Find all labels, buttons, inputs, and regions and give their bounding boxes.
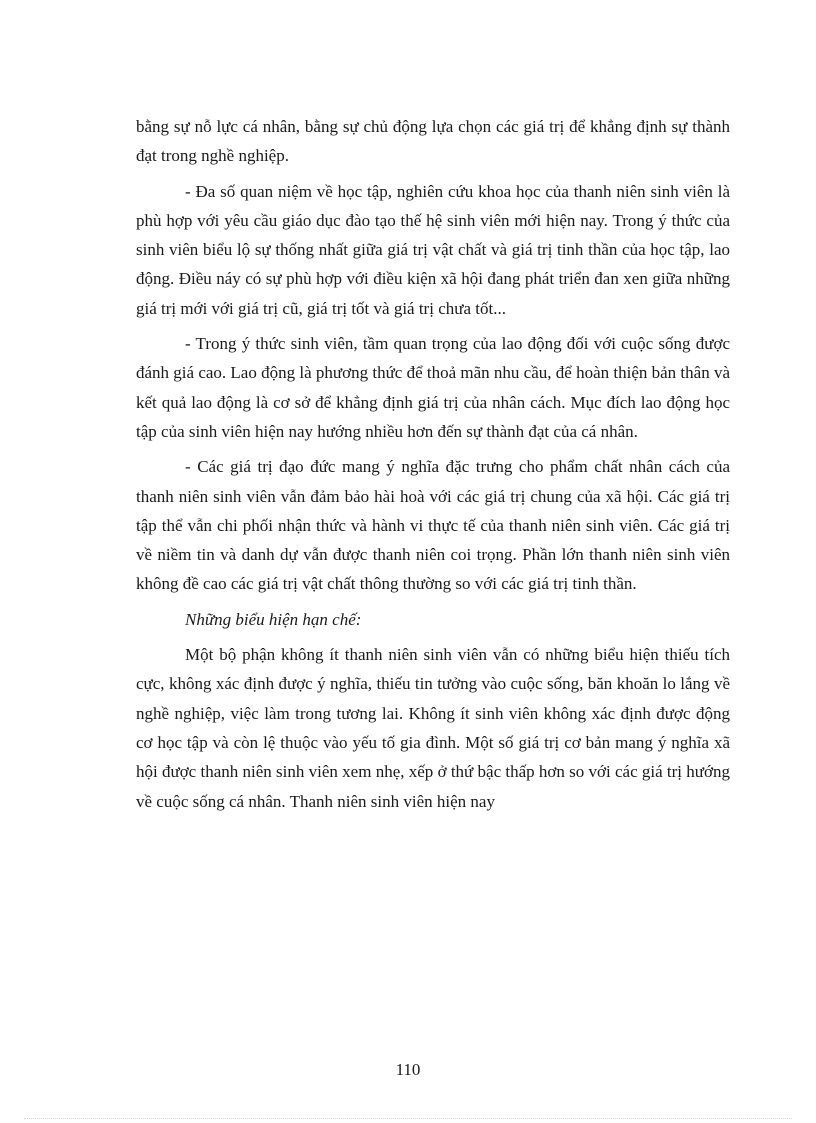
page-number: 110 [395, 1060, 421, 1079]
paragraph-moral-values: - Các giá trị đạo đức mang ý nghĩa đặc trưng cho phẩm chất nhân cách của thanh niên sinh viên vẫn đảm bảo hài hoà với các giá trị chung của xã hội. Các giá trị tập thể vẫn chi phối nhận thức và hành vi thực tế của thanh niên sinh viên. Các giá trị về niềm tin và danh dự vẫn được thanh niên coi trọng. Phần lớn thanh niên sinh viên không đề cao các giá trị vật chất thông thường so với các giá trị tinh thần. [136, 457, 730, 594]
section-heading-limitations: Những biểu hiện hạn chế: [185, 609, 362, 629]
paragraph-continuation: bằng sự nỗ lực cá nhân, bằng sự chủ động lựa chọn các giá trị để khẳng định sự thành đạt trong nghề nghiệp. [136, 117, 730, 166]
paragraph-labor-importance: - Trong ý thức sinh viên, tầm quan trọng của lao động đối với cuộc sống được đánh giá cao. Lao động là phương thức để thoả mãn nhu cầu, để hoàn thiện bản thân và kết quả lao động là cơ sở để khẳng định giá trị của nhân cách. Mục đích lao động học tập của sinh viên hiện nay hướng nhiều hơn đến sự thành đạt của cá nhân. [136, 334, 730, 441]
body-text [136, 112, 730, 822]
paragraph-limitations: Một bộ phận không ít thanh niên sinh viên vẫn có những biểu hiện thiếu tích cực, không xác định được ý nghĩa, thiếu tin tưởng vào cuộc sống, băn khoăn lo lắng về nghề nghiệp, việc làm trong tương lai. Không ít sinh viên không xác định được động cơ học tập và còn lệ thuộc vào yếu tố gia đình. Một số giá trị cơ bản mang ý nghĩa xã hội được thanh niên sinh viên xem nhẹ, xếp ở thứ bậc thấp hơn so với các giá trị hướng về cuộc sống cá nhân. Thanh niên sinh viên hiện nay [136, 645, 730, 811]
page-bottom-divider [24, 1118, 792, 1119]
paragraph-study-views: - Đa số quan niệm về học tập, nghiên cứu khoa học của thanh niên sinh viên là phù hợp với yêu cầu giáo dục đào tạo thế hệ sinh viên mới hiện nay. Trong ý thức của sinh viên biểu lộ sự thống nhất giữa giá trị vật chất và giá trị tinh thần của học tập, lao động. Điều náy có sự phù hợp với điều kiện xã hội đang phát triển đan xen giữa những giá trị mới với giá trị cũ, giá trị tốt và giá trị chưa tốt... [136, 181, 730, 318]
